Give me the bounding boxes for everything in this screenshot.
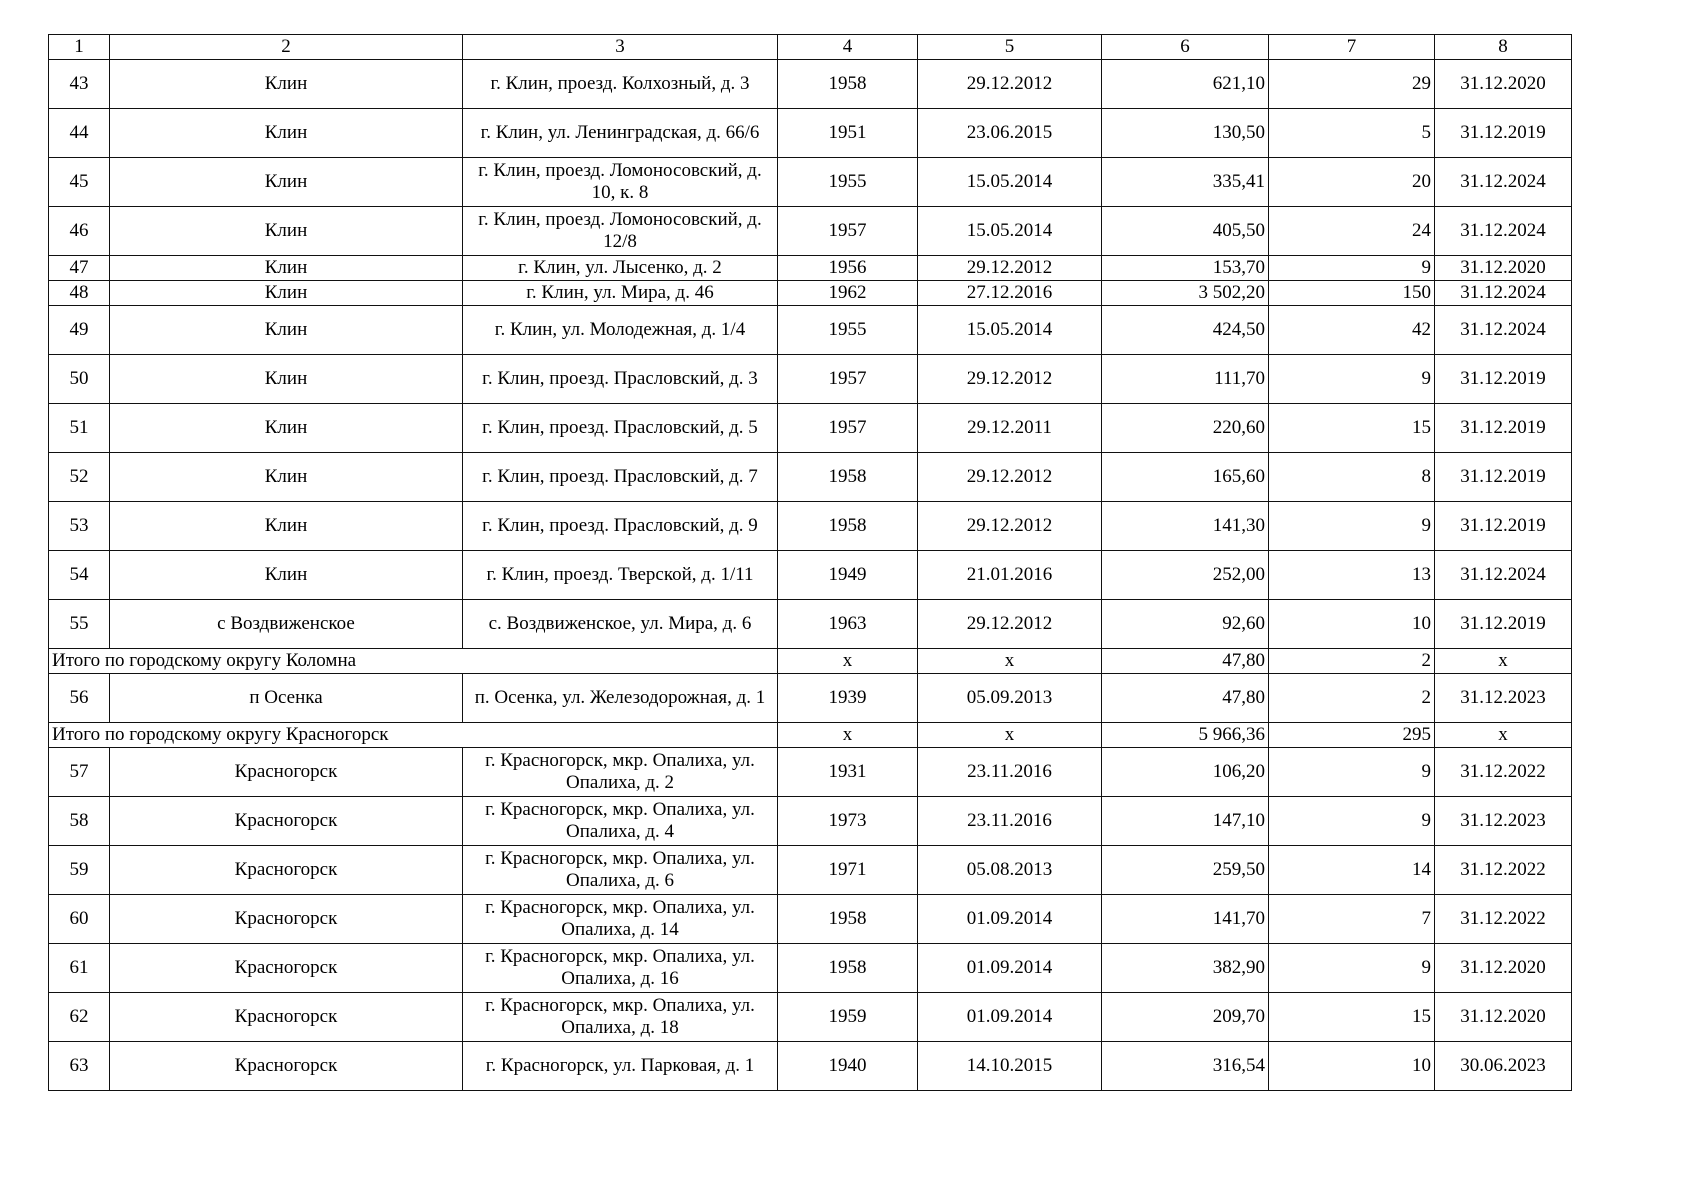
settlement-name-cell: Клин	[110, 158, 463, 207]
settlement-name-cell: Клин	[110, 60, 463, 109]
year-built-cell: 1956	[778, 256, 918, 281]
area-sqm-cell: 220,60	[1102, 404, 1269, 453]
residents-count-cell: 9	[1269, 797, 1435, 846]
subtotal-area-sqm-cell: 47,80	[1102, 649, 1269, 674]
recognition-date-cell: 29.12.2012	[918, 453, 1102, 502]
settlement-name-cell: Красногорск	[110, 1042, 463, 1091]
address-cell: г. Клин, проезд. Ломоносовский, д. 12/8	[463, 207, 778, 256]
year-built-cell: 1940	[778, 1042, 918, 1091]
address-cell: г. Клин, проезд. Тверской, д. 1/11	[463, 551, 778, 600]
settlement-name-cell: Красногорск	[110, 944, 463, 993]
resettlement-deadline-cell: 30.06.2023	[1435, 1042, 1572, 1091]
area-sqm-cell: 111,70	[1102, 355, 1269, 404]
recognition-date-cell: 05.09.2013	[918, 674, 1102, 723]
settlement-name-cell: Клин	[110, 502, 463, 551]
resettlement-deadline-cell: 31.12.2020	[1435, 256, 1572, 281]
residents-count-cell: 150	[1269, 281, 1435, 306]
residents-count-cell: 9	[1269, 256, 1435, 281]
recognition-date-cell: 29.12.2012	[918, 600, 1102, 649]
area-sqm-cell: 405,50	[1102, 207, 1269, 256]
residents-count-cell: 8	[1269, 453, 1435, 502]
column-number-7: 7	[1269, 35, 1435, 60]
settlement-name-cell: Красногорск	[110, 895, 463, 944]
row-number-cell: 45	[49, 158, 110, 207]
table-row	[49, 109, 1572, 158]
table-row	[49, 281, 1572, 306]
settlement-name-cell: Клин	[110, 551, 463, 600]
year-built-cell: 1949	[778, 551, 918, 600]
year-built-cell: 1957	[778, 355, 918, 404]
year-built-cell: 1958	[778, 502, 918, 551]
table-row	[49, 404, 1572, 453]
year-built-cell: 1971	[778, 846, 918, 895]
area-sqm-cell: 141,30	[1102, 502, 1269, 551]
area-sqm-cell: 209,70	[1102, 993, 1269, 1042]
resettlement-deadline-cell: 31.12.2020	[1435, 993, 1572, 1042]
settlement-name-cell: п Осенка	[110, 674, 463, 723]
resettlement-deadline-cell: 31.12.2024	[1435, 207, 1572, 256]
row-number-cell: 49	[49, 306, 110, 355]
year-built-cell: 1962	[778, 281, 918, 306]
column-number-8: 8	[1435, 35, 1572, 60]
area-sqm-cell: 252,00	[1102, 551, 1269, 600]
settlement-name-cell: Клин	[110, 256, 463, 281]
subtotal-year-built-cell: х	[778, 723, 918, 748]
area-sqm-cell: 316,54	[1102, 1042, 1269, 1091]
settlement-name-cell: Красногорск	[110, 993, 463, 1042]
residents-count-cell: 20	[1269, 158, 1435, 207]
table-row	[49, 207, 1572, 256]
address-cell: г. Клин, проезд. Ломоносовский, д. 10, к. 8	[463, 158, 778, 207]
resettlement-deadline-cell: 31.12.2024	[1435, 306, 1572, 355]
column-number-header-row	[49, 35, 1572, 60]
residents-count-cell: 42	[1269, 306, 1435, 355]
address-cell: г. Красногорск, мкр. Опалиха, ул. Опалиха, д. 6	[463, 846, 778, 895]
year-built-cell: 1939	[778, 674, 918, 723]
resettlement-deadline-cell: 31.12.2019	[1435, 502, 1572, 551]
row-number-cell: 59	[49, 846, 110, 895]
residents-count-cell: 9	[1269, 355, 1435, 404]
residents-count-cell: 15	[1269, 404, 1435, 453]
address-cell: г. Клин, ул. Молодежная, д. 1/4	[463, 306, 778, 355]
recognition-date-cell: 15.05.2014	[918, 306, 1102, 355]
area-sqm-cell: 621,10	[1102, 60, 1269, 109]
year-built-cell: 1958	[778, 453, 918, 502]
year-built-cell: 1958	[778, 60, 918, 109]
subtotal-resettlement-deadline-cell: х	[1435, 723, 1572, 748]
row-number-cell: 52	[49, 453, 110, 502]
year-built-cell: 1963	[778, 600, 918, 649]
address-cell: г. Клин, проезд. Колхозный, д. 3	[463, 60, 778, 109]
settlement-name-cell: Клин	[110, 404, 463, 453]
address-cell: г. Красногорск, мкр. Опалиха, ул. Опалиха, д. 4	[463, 797, 778, 846]
recognition-date-cell: 01.09.2014	[918, 895, 1102, 944]
table-row	[49, 256, 1572, 281]
settlement-name-cell: Клин	[110, 453, 463, 502]
table-row	[49, 748, 1572, 797]
table-row	[49, 355, 1572, 404]
column-number-4: 4	[778, 35, 918, 60]
table-row	[49, 1042, 1572, 1091]
resettlement-deadline-cell: 31.12.2023	[1435, 797, 1572, 846]
row-number-cell: 46	[49, 207, 110, 256]
area-sqm-cell: 424,50	[1102, 306, 1269, 355]
table-row	[49, 306, 1572, 355]
residents-count-cell: 5	[1269, 109, 1435, 158]
area-sqm-cell: 47,80	[1102, 674, 1269, 723]
residents-count-cell: 29	[1269, 60, 1435, 109]
recognition-date-cell: 29.12.2012	[918, 355, 1102, 404]
residents-count-cell: 7	[1269, 895, 1435, 944]
resettlement-deadline-cell: 31.12.2019	[1435, 453, 1572, 502]
column-number-6: 6	[1102, 35, 1269, 60]
address-cell: с. Воздвиженское, ул. Мира, д. 6	[463, 600, 778, 649]
address-cell: г. Клин, ул. Лысенко, д. 2	[463, 256, 778, 281]
subtotal-recognition-date-cell: х	[918, 723, 1102, 748]
residents-count-cell: 15	[1269, 993, 1435, 1042]
year-built-cell: 1958	[778, 944, 918, 993]
row-number-cell: 60	[49, 895, 110, 944]
settlement-name-cell: Красногорск	[110, 748, 463, 797]
year-built-cell: 1951	[778, 109, 918, 158]
area-sqm-cell: 3 502,20	[1102, 281, 1269, 306]
table-row	[49, 895, 1572, 944]
row-number-cell: 62	[49, 993, 110, 1042]
subtotal-label: Итого по городскому округу Коломна	[49, 649, 778, 674]
year-built-cell: 1957	[778, 207, 918, 256]
recognition-date-cell: 21.01.2016	[918, 551, 1102, 600]
subtotal-residents-count-cell: 2	[1269, 649, 1435, 674]
area-sqm-cell: 259,50	[1102, 846, 1269, 895]
subtotal-year-built-cell: х	[778, 649, 918, 674]
area-sqm-cell: 141,70	[1102, 895, 1269, 944]
resettlement-deadline-cell: 31.12.2024	[1435, 551, 1572, 600]
recognition-date-cell: 15.05.2014	[918, 207, 1102, 256]
year-built-cell: 1958	[778, 895, 918, 944]
address-cell: г. Красногорск, мкр. Опалиха, ул. Опалиха, д. 16	[463, 944, 778, 993]
residents-count-cell: 10	[1269, 1042, 1435, 1091]
address-cell: г. Клин, ул. Мира, д. 46	[463, 281, 778, 306]
year-built-cell: 1931	[778, 748, 918, 797]
table-row	[49, 600, 1572, 649]
row-number-cell: 54	[49, 551, 110, 600]
settlement-name-cell: Клин	[110, 109, 463, 158]
resettlement-deadline-cell: 31.12.2019	[1435, 600, 1572, 649]
area-sqm-cell: 106,20	[1102, 748, 1269, 797]
resettlement-deadline-cell: 31.12.2020	[1435, 60, 1572, 109]
area-sqm-cell: 92,60	[1102, 600, 1269, 649]
address-cell: п. Осенка, ул. Железодорожная, д. 1	[463, 674, 778, 723]
residents-count-cell: 9	[1269, 748, 1435, 797]
table-row	[49, 453, 1572, 502]
address-cell: г. Клин, ул. Ленинградская, д. 66/6	[463, 109, 778, 158]
row-number-cell: 58	[49, 797, 110, 846]
area-sqm-cell: 147,10	[1102, 797, 1269, 846]
area-sqm-cell: 335,41	[1102, 158, 1269, 207]
residents-count-cell: 9	[1269, 502, 1435, 551]
row-number-cell: 43	[49, 60, 110, 109]
recognition-date-cell: 01.09.2014	[918, 944, 1102, 993]
resettlement-deadline-cell: 31.12.2019	[1435, 355, 1572, 404]
year-built-cell: 1959	[778, 993, 918, 1042]
subtotal-recognition-date-cell: х	[918, 649, 1102, 674]
area-sqm-cell: 130,50	[1102, 109, 1269, 158]
area-sqm-cell: 153,70	[1102, 256, 1269, 281]
table-row	[49, 158, 1572, 207]
resettlement-deadline-cell: 31.12.2022	[1435, 748, 1572, 797]
row-number-cell: 53	[49, 502, 110, 551]
resettlement-deadline-cell: 31.12.2023	[1435, 674, 1572, 723]
column-number-3: 3	[463, 35, 778, 60]
recognition-date-cell: 23.06.2015	[918, 109, 1102, 158]
table-row	[49, 944, 1572, 993]
address-cell: г. Красногорск, ул. Парковая, д. 1	[463, 1042, 778, 1091]
table-row	[49, 551, 1572, 600]
row-number-cell: 51	[49, 404, 110, 453]
table-row	[49, 502, 1572, 551]
area-sqm-cell: 165,60	[1102, 453, 1269, 502]
settlement-name-cell: Клин	[110, 207, 463, 256]
settlement-name-cell: Клин	[110, 306, 463, 355]
row-number-cell: 56	[49, 674, 110, 723]
resettlement-deadline-cell: 31.12.2019	[1435, 404, 1572, 453]
resettlement-deadline-cell: 31.12.2019	[1435, 109, 1572, 158]
recognition-date-cell: 29.12.2012	[918, 502, 1102, 551]
recognition-date-cell: 29.12.2011	[918, 404, 1102, 453]
subtotal-label: Итого по городскому округу Красногорск	[49, 723, 778, 748]
column-number-5: 5	[918, 35, 1102, 60]
year-built-cell: 1955	[778, 306, 918, 355]
recognition-date-cell: 29.12.2012	[918, 60, 1102, 109]
year-built-cell: 1957	[778, 404, 918, 453]
subtotal-row	[49, 649, 1572, 674]
table-row	[49, 674, 1572, 723]
residents-count-cell: 9	[1269, 944, 1435, 993]
residents-count-cell: 13	[1269, 551, 1435, 600]
settlement-name-cell: Красногорск	[110, 797, 463, 846]
settlement-name-cell: Клин	[110, 281, 463, 306]
resettlement-deadline-cell: 31.12.2024	[1435, 158, 1572, 207]
residents-count-cell: 10	[1269, 600, 1435, 649]
table-row	[49, 60, 1572, 109]
resettlement-deadline-cell: 31.12.2022	[1435, 846, 1572, 895]
row-number-cell: 63	[49, 1042, 110, 1091]
address-cell: г. Красногорск, мкр. Опалиха, ул. Опалиха, д. 18	[463, 993, 778, 1042]
column-number-2: 2	[110, 35, 463, 60]
table-row	[49, 797, 1572, 846]
address-cell: г. Клин, проезд. Прасловский, д. 7	[463, 453, 778, 502]
row-number-cell: 47	[49, 256, 110, 281]
residents-count-cell: 24	[1269, 207, 1435, 256]
row-number-cell: 48	[49, 281, 110, 306]
recognition-date-cell: 23.11.2016	[918, 797, 1102, 846]
row-number-cell: 61	[49, 944, 110, 993]
residents-count-cell: 14	[1269, 846, 1435, 895]
recognition-date-cell: 05.08.2013	[918, 846, 1102, 895]
table-row	[49, 993, 1572, 1042]
year-built-cell: 1955	[778, 158, 918, 207]
table-body	[49, 35, 1572, 1091]
column-number-1: 1	[49, 35, 110, 60]
row-number-cell: 50	[49, 355, 110, 404]
row-number-cell: 57	[49, 748, 110, 797]
housing-register-table	[48, 34, 1572, 1091]
address-cell: г. Клин, проезд. Прасловский, д. 5	[463, 404, 778, 453]
residents-count-cell: 2	[1269, 674, 1435, 723]
row-number-cell: 55	[49, 600, 110, 649]
row-number-cell: 44	[49, 109, 110, 158]
resettlement-deadline-cell: 31.12.2020	[1435, 944, 1572, 993]
subtotal-residents-count-cell: 295	[1269, 723, 1435, 748]
table-row	[49, 846, 1572, 895]
address-cell: г. Клин, проезд. Прасловский, д. 9	[463, 502, 778, 551]
recognition-date-cell: 27.12.2016	[918, 281, 1102, 306]
year-built-cell: 1973	[778, 797, 918, 846]
resettlement-deadline-cell: 31.12.2024	[1435, 281, 1572, 306]
settlement-name-cell: с Воздвиженское	[110, 600, 463, 649]
address-cell: г. Клин, проезд. Прасловский, д. 3	[463, 355, 778, 404]
subtotal-resettlement-deadline-cell: х	[1435, 649, 1572, 674]
settlement-name-cell: Красногорск	[110, 846, 463, 895]
resettlement-deadline-cell: 31.12.2022	[1435, 895, 1572, 944]
subtotal-area-sqm-cell: 5 966,36	[1102, 723, 1269, 748]
recognition-date-cell: 14.10.2015	[918, 1042, 1102, 1091]
recognition-date-cell: 01.09.2014	[918, 993, 1102, 1042]
recognition-date-cell: 29.12.2012	[918, 256, 1102, 281]
settlement-name-cell: Клин	[110, 355, 463, 404]
area-sqm-cell: 382,90	[1102, 944, 1269, 993]
address-cell: г. Красногорск, мкр. Опалиха, ул. Опалиха, д. 14	[463, 895, 778, 944]
recognition-date-cell: 15.05.2014	[918, 158, 1102, 207]
subtotal-row	[49, 723, 1572, 748]
address-cell: г. Красногорск, мкр. Опалиха, ул. Опалиха, д. 2	[463, 748, 778, 797]
recognition-date-cell: 23.11.2016	[918, 748, 1102, 797]
